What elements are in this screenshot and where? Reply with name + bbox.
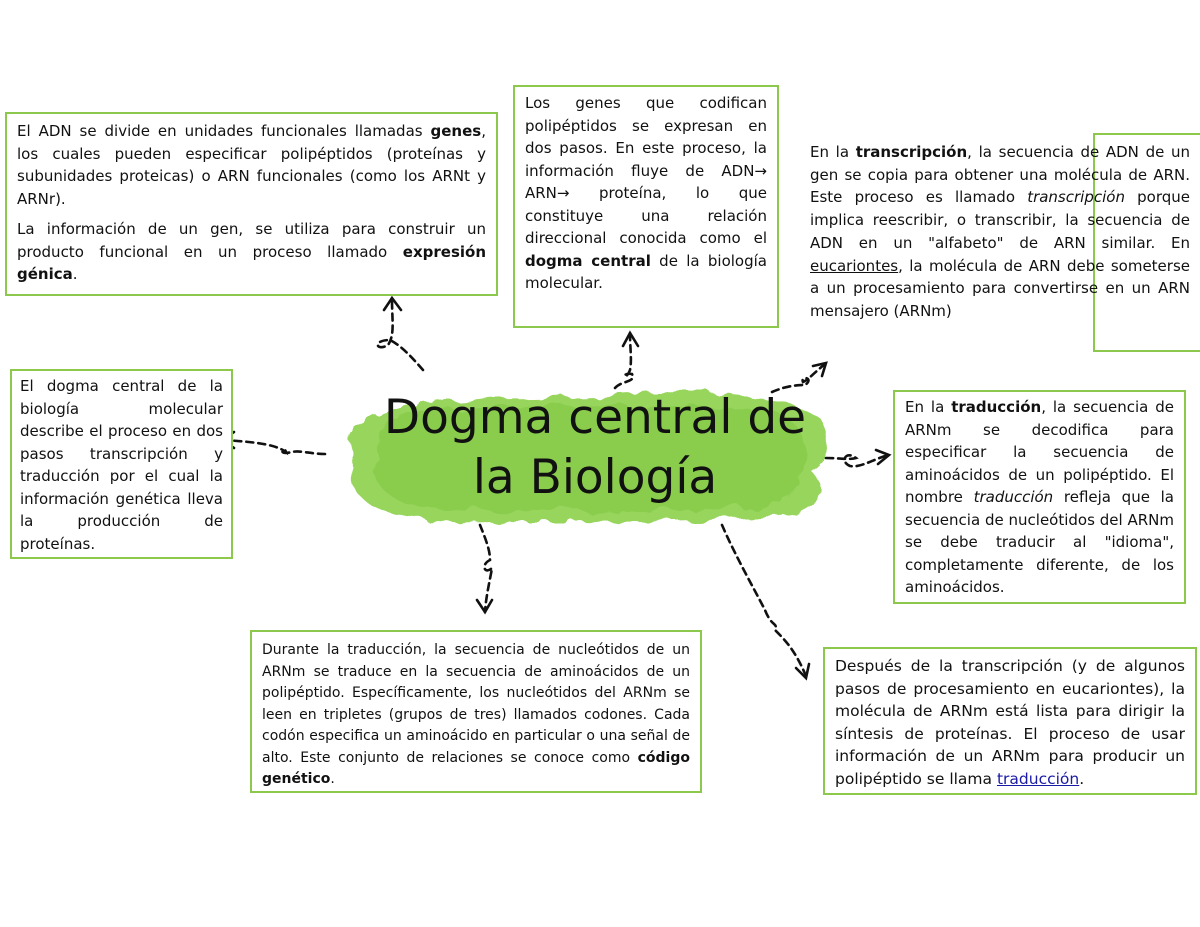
genes-paragraph-2: La información de un gen, se utiliza para construir un producto funcional en un proceso llamado expresión génica. [17,220,486,283]
term-dogma-central: dogma central [525,251,651,270]
codones-box: Durante la traducción, la secuencia de nucleótidos de un ARNm se traduce en la secuencia de aminoácidos de un polipéptido. Específicamente, los nucleótidos del ARNm se leen en tripletes (grupos de tres) llamados codones. Cada codón especifica un aminoácido en particular o una señal de alto. Este conjunto de relaciones se conoce como código genético. [250,630,702,793]
term-genes: genes [430,122,482,140]
expresan-box: Los genes que codifican polipéptidos se expresan en dos pasos. En este proceso, la información fluye de ADN→ ARN→ proteína, lo que constituye una relación direccional conocida como el dogma central de la biología molecular. [513,85,779,328]
arrow-codones [480,525,492,612]
arrow-expresan [615,333,633,388]
term-codigo-genetico: código genético [262,749,690,787]
arrow-despues [722,525,806,676]
term-transcripcion: transcripción [855,143,968,161]
despues-box: Después de la transcripción (y de algunos pasos de procesamiento en eucariontes), la molécula de ARNm está lista para dirigir la síntesis de proteínas. El proceso de usar información de un ARNm para producir un polipéptido se llama traducción. [823,647,1197,795]
arrowhead-codones [477,600,492,612]
title-line-1: Dogma central de [383,390,807,445]
title-line-2: la Biología [472,450,718,505]
dogma-box: El dogma central de la biología molecular describe el proceso en dos pasos transcripción y traducción por el cual la información genética lleva la producción de proteínas. [10,369,233,559]
transcripcion-text: En la transcripción, la secuencia de ADN de un gen se copia para obtener una molécula de ARN. Este proceso es llamado transcripción porque implica reescribir, o transcribir, la secuencia de ADN en un "alfabeto" de ARN similar. En eucariontes, la molécula de ARN debe someterse a un procesamiento para convertirse en un ARN mensajero (ARNm) [810,143,1190,320]
genes-box [5,112,498,296]
arrow-transcripcion [772,364,825,392]
traduccion-box: En la traducción, la secuencia de ARNm se decodifica para especificar la secuencia de aminoácidos de un polipéptido. El nombre traducción refleja que la secuencia de nucleótidos del ARNm se debe traducir al "idioma", completamente diferente, de los aminoácidos. [893,390,1186,604]
term-expresion-genica: expresión génica [17,242,486,283]
link-traduccion[interactable]: traducción [996,769,1080,788]
arrow-dogma [222,440,325,454]
genes-paragraph-1: El ADN se divide en unidades funcionales llamadas genes, los cuales pueden especificar polipéptidos (proteínas y subunidades proteicas) o ARN funcionales (como los ARNt y ARNr). [17,122,486,208]
term-traduccion: traducción [951,398,1042,416]
link-eucariontes[interactable]: eucariontes [810,256,899,275]
